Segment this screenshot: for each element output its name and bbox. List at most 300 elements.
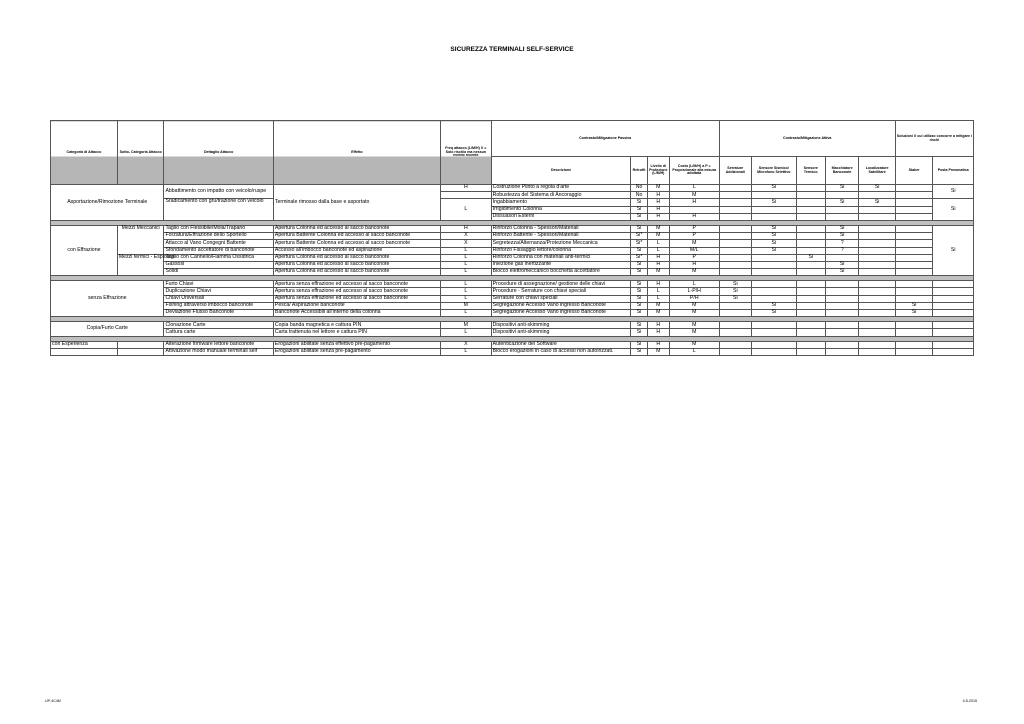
staker-cell (895, 185, 932, 192)
serrature-cell (719, 225, 751, 232)
retrofit-cell: Si (631, 295, 647, 302)
costo-cell: M (669, 310, 719, 317)
effetto-cell: Banconote Accessibili all'interno della colonna (273, 310, 440, 317)
descrizione-cell: Rinforzo Battente - Spessori/Materiali (491, 233, 631, 240)
posta-pneumatica-cell (933, 310, 974, 317)
dettaglio-cell: Clonazione Carte (164, 322, 273, 329)
dettaglio-cell: Abbattimento con impatto con veicolo/ruspe (164, 185, 273, 199)
livello-cell: H (647, 341, 669, 348)
localizzatore-cell (859, 261, 896, 268)
costo-cell: L-P/H (669, 288, 719, 295)
livello-cell: H (647, 254, 669, 261)
descrizione-cell: Rinforzo Colonna con materiali anti-termici (491, 254, 631, 261)
posta-pneumatica-cell (933, 322, 974, 329)
effetto-cell: Apertura Battente Colonna ed accesso al sacco banconote (273, 233, 440, 240)
frequenza-cell: L (441, 199, 492, 221)
sismico-cell (752, 261, 797, 268)
costo-cell: M (669, 329, 719, 336)
retrofit-cell: Si* (631, 240, 647, 247)
localizzatore-cell: Si (859, 199, 896, 206)
livello-cell: L (647, 240, 669, 247)
localizzatore-cell (859, 254, 896, 261)
serrature-cell (719, 269, 751, 276)
staker-cell (895, 192, 932, 199)
header-posta-pneumatica: Posta Pneumatica (933, 157, 974, 185)
costo-cell: M (669, 269, 719, 276)
localizzatore-cell (859, 310, 896, 317)
livello-cell: M (647, 233, 669, 240)
sismico-cell (752, 329, 797, 336)
staker-cell: Si (895, 302, 932, 309)
categoria-cell: Asportazione/Rimozione Terminale (51, 185, 164, 221)
descrizione-cell: Segretezza/Alternanza/Protezione Meccanica (491, 240, 631, 247)
retrofit-cell: Si (631, 322, 647, 329)
staker-cell (895, 348, 932, 355)
dettaglio-cell: Gassosi (164, 261, 273, 268)
sismico-cell: Si (752, 185, 797, 192)
costo-cell: M (669, 302, 719, 309)
header-active-group: Contrasto/Mitigazione Attiva (719, 121, 895, 157)
livello-cell: H (647, 281, 669, 288)
frequenza-cell: L (441, 269, 492, 276)
posta-pneumatica-cell: Si (933, 185, 974, 199)
effetto-cell: Apertura Colonna ed accesso al sacco banconote (273, 225, 440, 232)
staker-cell (895, 341, 932, 348)
termico-cell (796, 225, 825, 232)
descrizione-cell: Segregazione Accesso Vano ingresso Banconote (491, 310, 631, 317)
livello-cell: M (647, 310, 669, 317)
footer-right: 4-5-2015 (962, 699, 977, 703)
livello-cell: M (647, 348, 669, 355)
frequenza-cell: X (441, 341, 492, 348)
descrizione-cell: Iniezione gas inertizzante (491, 261, 631, 268)
serrature-cell (719, 192, 751, 199)
macchiatore-cell (825, 341, 858, 348)
livello-cell: M (647, 302, 669, 309)
retrofit-cell: Si (631, 329, 647, 336)
costo-cell: L (669, 348, 719, 355)
header-frequenza: Freq attacco (L/M/H) X = Solo rischio ma nessun evento recente (441, 121, 492, 185)
sismico-cell (752, 254, 797, 261)
sismico-cell: Si (752, 240, 797, 247)
costo-cell: P (669, 225, 719, 232)
termico-cell (796, 341, 825, 348)
dettaglio-cell: Attivazione modo manuale terminali self (164, 348, 273, 355)
header-localizzatore: Localizzatore Satellitare (859, 157, 896, 185)
header-sensore-sismico: Sensore Sismico/ Microfono Selettivo (752, 157, 797, 185)
frequenza-cell: X (441, 240, 492, 247)
staker-cell (895, 247, 932, 254)
header-passive-group: Contrasto/Mitigazione Passiva (491, 121, 719, 157)
dettaglio-cell: Alterazione firmware lettore banconote (164, 341, 273, 348)
macchiatore-cell (825, 206, 858, 213)
header-sotto-categoria: Sotto- Categoria Attacco (117, 121, 164, 185)
macchiatore-cell (825, 192, 858, 199)
staker-cell (895, 254, 932, 261)
staker-cell (895, 206, 932, 213)
macchiatore-cell: ? (825, 247, 858, 254)
table-row (51, 348, 974, 355)
frequenza-cell: L (441, 247, 492, 254)
sismico-cell: Si (752, 199, 797, 206)
security-table (50, 120, 974, 356)
header-macchiatore: Macchiatore Banconote (825, 157, 858, 185)
serrature-cell (719, 233, 751, 240)
staker-cell: Si (895, 310, 932, 317)
dettaglio-cell: Furto Chiavi (164, 281, 273, 288)
termico-cell (796, 199, 825, 206)
termico-cell (796, 281, 825, 288)
categoria-cell: senza Effrazione (51, 281, 164, 317)
descrizione-cell: Ingabbiamento (491, 199, 631, 206)
descrizione-cell: Dispositivi anti-skimming (491, 322, 631, 329)
table-row (51, 310, 974, 317)
categoria-cell: con Esperienza (51, 341, 118, 348)
staker-cell (895, 240, 932, 247)
livello-cell: L (647, 295, 669, 302)
header-staker: Staker (895, 157, 932, 185)
effetto-cell: Apertura senza effrazione ed accesso al sacco banconote (273, 295, 440, 302)
costo-cell: M/L (669, 247, 719, 254)
frequenza-cell: L (441, 329, 492, 336)
retrofit-cell: Si (631, 348, 647, 355)
descrizione-cell: Procedure di assegnazione/ gestione delle chiavi (491, 281, 631, 288)
effetto-cell: Apertura senza effrazione ed accesso al sacco banconote (273, 288, 440, 295)
dettaglio-cell: Cattura carte (164, 329, 273, 336)
macchiatore-cell (825, 302, 858, 309)
descrizione-cell: Dispositivi anti-skimming (491, 329, 631, 336)
macchiatore-cell (825, 288, 858, 295)
retrofit-cell: Si (631, 310, 647, 317)
termico-cell (796, 348, 825, 355)
effetto-cell: Terminale rimosso dalla base e asportato (273, 185, 440, 221)
frequenza-cell: X (441, 233, 492, 240)
costo-cell: M (669, 192, 719, 199)
costo-cell: P/H (669, 295, 719, 302)
serrature-cell (719, 254, 751, 261)
posta-pneumatica-cell: Si (933, 225, 974, 275)
retrofit-cell: Si (631, 206, 647, 213)
retrofit-cell: Si (631, 288, 647, 295)
effetto-cell: Erogazioni abilitate senza effettivo pre-pagamento (273, 341, 440, 348)
effetto-cell: Apertura senza effrazione ed accesso al sacco banconote (273, 281, 440, 288)
termico-cell (796, 310, 825, 317)
serrature-cell (719, 185, 751, 192)
table-row (51, 240, 974, 247)
macchiatore-cell: Si (825, 185, 858, 192)
dettaglio-cell: Solidi (164, 269, 273, 276)
livello-cell: H (647, 322, 669, 329)
costo-cell: P (669, 254, 719, 261)
staker-cell (895, 269, 932, 276)
header-livello: Livello di Protezione (L/M/H) (647, 157, 669, 185)
descrizione-cell: Blocco elettromeccanico bocchetta accettatore (491, 269, 631, 276)
effetto-cell: Apertura Colonna ed accesso al sacco banconote (273, 254, 440, 261)
termico-cell (796, 295, 825, 302)
retrofit-cell: Si (631, 302, 647, 309)
costo-cell: P (669, 233, 719, 240)
termico-cell (796, 269, 825, 276)
serrature-cell (719, 322, 751, 329)
macchiatore-cell (825, 295, 858, 302)
sismico-cell (752, 281, 797, 288)
table-row (51, 233, 974, 240)
sismico-cell: Si (752, 310, 797, 317)
livello-cell: H (647, 213, 669, 220)
costo-cell: M (669, 322, 719, 329)
table-row (51, 329, 974, 336)
costo-cell: H (669, 261, 719, 268)
macchiatore-cell (825, 281, 858, 288)
costo-cell: L (669, 185, 719, 192)
dettaglio-cell: Chiavi Universali (164, 295, 273, 302)
costo-cell: M (669, 341, 719, 348)
retrofit-cell: No (631, 192, 647, 199)
livello-cell: H (647, 329, 669, 336)
macchiatore-cell (825, 322, 858, 329)
dettaglio-cell: Attacco al Vano Congegni Battente (164, 240, 273, 247)
localizzatore-cell (859, 233, 896, 240)
dettaglio-cell: Sradicamento con gru/trazione con veicolo (164, 199, 273, 221)
localizzatore-cell (859, 206, 896, 213)
livello-cell: L (647, 288, 669, 295)
serrature-cell: Si (719, 295, 751, 302)
costo-cell: L (669, 281, 719, 288)
effetto-cell: Erogazioni abilitate senza pre-pagamento (273, 348, 440, 355)
retrofit-cell: Si (631, 261, 647, 268)
sismico-cell (752, 206, 797, 213)
staker-cell (895, 329, 932, 336)
localizzatore-cell (859, 348, 896, 355)
macchiatore-cell: Si (825, 261, 858, 268)
termico-cell (796, 288, 825, 295)
descrizione-cell: Autenticazione del Software (491, 341, 631, 348)
frequenza-cell: M (441, 322, 492, 329)
localizzatore-cell (859, 329, 896, 336)
livello-cell: H (647, 192, 669, 199)
serrature-cell (719, 240, 751, 247)
localizzatore-cell (859, 247, 896, 254)
livello-cell: M (647, 185, 669, 192)
header-costo: Costo (L/M/H) a P = Proporzionale alla misura adottata (669, 157, 719, 185)
macchiatore-cell (825, 213, 858, 220)
header-sensore-termico: Sensore Termico (796, 157, 825, 185)
serrature-cell (719, 302, 751, 309)
localizzatore-cell (859, 322, 896, 329)
header-serrature: Serrature Addizionali (719, 157, 751, 185)
retrofit-cell: Si (631, 225, 647, 232)
serrature-cell (719, 348, 751, 355)
posta-pneumatica-cell (933, 329, 974, 336)
posta-pneumatica-cell (933, 295, 974, 302)
livello-cell: M (647, 269, 669, 276)
termico-cell (796, 185, 825, 192)
termico-cell (796, 329, 825, 336)
staker-cell (895, 322, 932, 329)
macchiatore-cell (825, 329, 858, 336)
frequenza-cell: L (441, 254, 492, 261)
header-categoria: Categoria di Attacco (51, 121, 118, 185)
localizzatore-cell (859, 295, 896, 302)
descrizione-cell: Robustezza del Sistema di Ancoraggio (491, 192, 631, 199)
sismico-cell: Si (752, 247, 797, 254)
footer-left: UP-4C4M (45, 699, 61, 703)
sotto-categoria-cell (117, 348, 164, 355)
termico-cell (796, 233, 825, 240)
retrofit-cell: Si (631, 281, 647, 288)
localizzatore-cell (859, 341, 896, 348)
header-effetto: Effetto (273, 121, 440, 185)
localizzatore-cell (859, 302, 896, 309)
sismico-cell (752, 288, 797, 295)
livello-cell: H (647, 261, 669, 268)
retrofit-cell: Si (631, 341, 647, 348)
categoria-cell: Copia/Furto Carte (51, 322, 164, 336)
posta-pneumatica-cell (933, 288, 974, 295)
sismico-cell (752, 348, 797, 355)
staker-cell (895, 213, 932, 220)
effetto-cell: Accesso all'imbocco banconote ed aspirazione (273, 247, 440, 254)
termico-cell (796, 322, 825, 329)
frequenza-cell (441, 192, 492, 199)
sismico-cell: Si (752, 302, 797, 309)
retrofit-cell: Si (631, 269, 647, 276)
livello-cell: H (647, 199, 669, 206)
effetto-cell: Apertura Colonna ed accesso al sacco banconote (273, 261, 440, 268)
retrofit-cell: Si* (631, 254, 647, 261)
sismico-cell (752, 192, 797, 199)
termico-cell (796, 213, 825, 220)
page-title: SICUREZZA TERMINALI SELF-SERVICE (450, 46, 574, 53)
termico-cell (796, 206, 825, 213)
sismico-cell (752, 269, 797, 276)
serrature-cell (719, 310, 751, 317)
header-descrizione: Descrizione (491, 157, 631, 185)
dettaglio-cell: Fishing attraverso imbocco banconote (164, 302, 273, 309)
frequenza-cell: H (441, 225, 492, 232)
serrature-cell (719, 261, 751, 268)
retrofit-cell: Si (631, 199, 647, 206)
effetto-cell: Copia banda magnetica e cattura PIN (273, 322, 440, 329)
dettaglio-cell: Sfondamento accettatore di banconote (164, 247, 273, 254)
frequenza-cell: L (441, 348, 492, 355)
frequenza-cell: L (441, 261, 492, 268)
categoria-cell (51, 348, 118, 355)
descrizione-cell: Procedure - Serrature con chiavi speciali (491, 288, 631, 295)
descrizione-cell: Rinforzo Fissaggio lettore/colonna (491, 247, 631, 254)
posta-pneumatica-cell (933, 302, 974, 309)
serrature-cell (719, 247, 751, 254)
termico-cell: Si (796, 254, 825, 261)
dettaglio-cell: Taglio con Cannello/Fiamma Ossidrica (164, 254, 273, 261)
serrature-cell (719, 199, 751, 206)
localizzatore-cell (859, 288, 896, 295)
macchiatore-cell: ? (825, 240, 858, 247)
descrizione-cell: Costruzione Plinto a regola d'arte (491, 185, 631, 192)
table-row (51, 185, 974, 192)
costo-cell: M (669, 240, 719, 247)
macchiatore-cell (825, 310, 858, 317)
frequenza-cell: L (441, 281, 492, 288)
table-row (51, 281, 974, 288)
effetto-cell: Carta trattenuta nel lettore e cattura PIN (273, 329, 440, 336)
costo-cell: H (669, 213, 719, 220)
frequenza-cell: M (441, 302, 492, 309)
staker-cell (895, 199, 932, 206)
staker-cell (895, 288, 932, 295)
retrofit-cell: Si (631, 213, 647, 220)
macchiatore-cell: Si (825, 233, 858, 240)
descrizione-cell: Serrature con chiavi speciali (491, 295, 631, 302)
termico-cell (796, 192, 825, 199)
effetto-cell: Apertura Battente Colonna ed accesso al sacco banconote (273, 240, 440, 247)
effetto-cell: Apertura Colonna ed accesso al sacco banconote (273, 269, 440, 276)
descrizione-cell: Rinforzo Colonna - Spessori/Materiali (491, 225, 631, 232)
macchiatore-cell (825, 348, 858, 355)
posta-pneumatica-cell (933, 341, 974, 348)
sotto-categoria-cell (117, 341, 164, 348)
serrature-cell: Si (719, 281, 751, 288)
dettaglio-cell: Duplicazione Chiavi (164, 288, 273, 295)
retrofit-cell: No (631, 185, 647, 192)
retrofit-cell: Si (631, 247, 647, 254)
dettaglio-cell: Deviazione Flusso Banconote (164, 310, 273, 317)
termico-cell (796, 240, 825, 247)
serrature-cell (719, 206, 751, 213)
staker-cell (895, 233, 932, 240)
termico-cell (796, 261, 825, 268)
sotto-categoria-cell: Mezzi Meccanici (117, 225, 164, 254)
macchiatore-cell: Si (825, 225, 858, 232)
header-soluzioni: Soluzioni X cui utilizzo concorre a mitigare i rischi (895, 121, 973, 157)
localizzatore-cell (859, 269, 896, 276)
posta-pneumatica-cell: Si (933, 199, 974, 221)
localizzatore-cell (859, 192, 896, 199)
sismico-cell (752, 341, 797, 348)
table-row (51, 199, 974, 206)
frequenza-cell: L (441, 310, 492, 317)
livello-cell: M (647, 225, 669, 232)
costo-cell: H (669, 199, 719, 206)
frequenza-cell: H (441, 185, 492, 192)
macchiatore-cell: Si (825, 199, 858, 206)
posta-pneumatica-cell (933, 348, 974, 355)
sismico-cell (752, 322, 797, 329)
serrature-cell: Si (719, 288, 751, 295)
localizzatore-cell (859, 225, 896, 232)
localizzatore-cell (859, 240, 896, 247)
frequenza-cell: L (441, 295, 492, 302)
table-row (51, 269, 974, 276)
livello-cell: L (647, 247, 669, 254)
header-retrofit: Retrofit (631, 157, 647, 185)
macchiatore-cell: Si (825, 269, 858, 276)
frequenza-cell: L (441, 288, 492, 295)
termico-cell (796, 302, 825, 309)
sotto-categoria-cell: Mezzi termici - Esplosivi (117, 254, 164, 276)
categoria-cell: con Effrazione (51, 225, 118, 275)
localizzatore-cell (859, 213, 896, 220)
retrofit-cell: Si* (631, 233, 647, 240)
header-dettaglio: Dettaglio Attacco (164, 121, 273, 185)
staker-cell (895, 225, 932, 232)
staker-cell (895, 261, 932, 268)
staker-cell (895, 281, 932, 288)
localizzatore-cell: Si (859, 185, 896, 192)
sismico-cell: Si (752, 233, 797, 240)
descrizione-cell: Dissuasori Esterni (491, 213, 631, 220)
descrizione-cell: Blocco erogazioni in caso di accessi non autoirizzati. (491, 348, 631, 355)
